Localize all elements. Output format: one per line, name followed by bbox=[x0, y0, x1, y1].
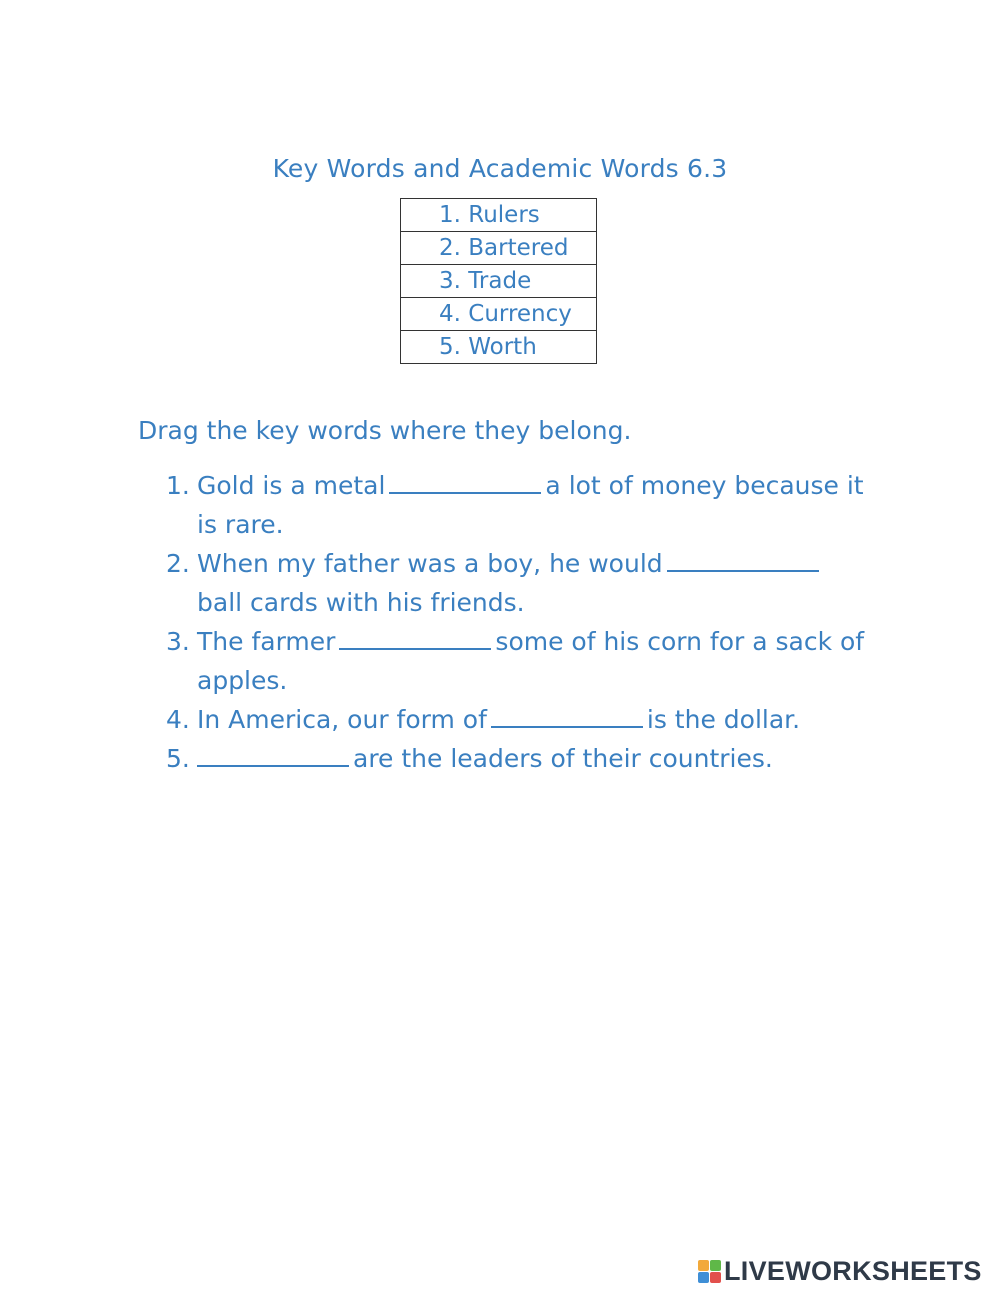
logo-square bbox=[710, 1260, 721, 1271]
instruction-text: Drag the key words where they belong. bbox=[138, 416, 632, 445]
drop-blank[interactable] bbox=[197, 739, 349, 767]
question-text bbox=[197, 739, 866, 778]
question-text bbox=[197, 544, 866, 622]
key-word-item[interactable]: 4. Currency bbox=[401, 298, 597, 331]
key-word-item[interactable]: 3. Trade bbox=[401, 265, 597, 298]
question-text-after: a lot of money because it is rare. bbox=[197, 471, 864, 539]
key-word-item[interactable]: 1. Rulers bbox=[401, 199, 597, 232]
logo-square bbox=[698, 1272, 709, 1283]
liveworksheets-logo bbox=[698, 1256, 982, 1287]
logo-square bbox=[698, 1260, 709, 1271]
question-text-after: are the leaders of their countries. bbox=[353, 744, 773, 773]
drop-blank[interactable] bbox=[667, 544, 819, 572]
question-text-before: In America, our form of bbox=[197, 705, 487, 734]
question-number: 5. bbox=[166, 744, 190, 773]
logo-text: LIVEWORKSHEETS bbox=[724, 1256, 982, 1286]
question-number: 4. bbox=[166, 705, 190, 734]
question-text-after: some of his corn for a sack of apples. bbox=[197, 627, 865, 695]
question-text-after: is the dollar. bbox=[646, 705, 801, 734]
question-text-before: Gold is a metal bbox=[197, 471, 386, 500]
question-text-before: When my father was a boy, he would bbox=[197, 549, 663, 578]
question-item bbox=[166, 466, 866, 544]
drop-blank[interactable] bbox=[491, 700, 643, 728]
logo-mark-icon bbox=[698, 1260, 721, 1283]
logo-square bbox=[710, 1272, 721, 1283]
drop-blank[interactable] bbox=[389, 466, 541, 494]
question-number: 2. bbox=[166, 549, 190, 578]
question-number: 1. bbox=[166, 471, 190, 500]
key-words-table bbox=[400, 198, 597, 364]
question-item bbox=[166, 739, 866, 778]
question-text bbox=[197, 700, 866, 739]
question-item bbox=[166, 700, 866, 739]
drop-blank[interactable] bbox=[339, 622, 491, 650]
question-item bbox=[166, 622, 866, 700]
question-text-before: The farmer bbox=[197, 627, 336, 656]
worksheet-title: Key Words and Academic Words 6.3 bbox=[272, 154, 728, 183]
question-number: 3. bbox=[166, 627, 190, 656]
question-text bbox=[197, 622, 866, 700]
question-text bbox=[197, 466, 866, 544]
question-list bbox=[166, 466, 866, 778]
key-word-item[interactable]: 2. Bartered bbox=[401, 232, 597, 265]
question-text-after: ball cards with his friends. bbox=[197, 588, 525, 617]
question-item bbox=[166, 544, 866, 622]
key-word-item[interactable]: 5. Worth bbox=[401, 331, 597, 364]
